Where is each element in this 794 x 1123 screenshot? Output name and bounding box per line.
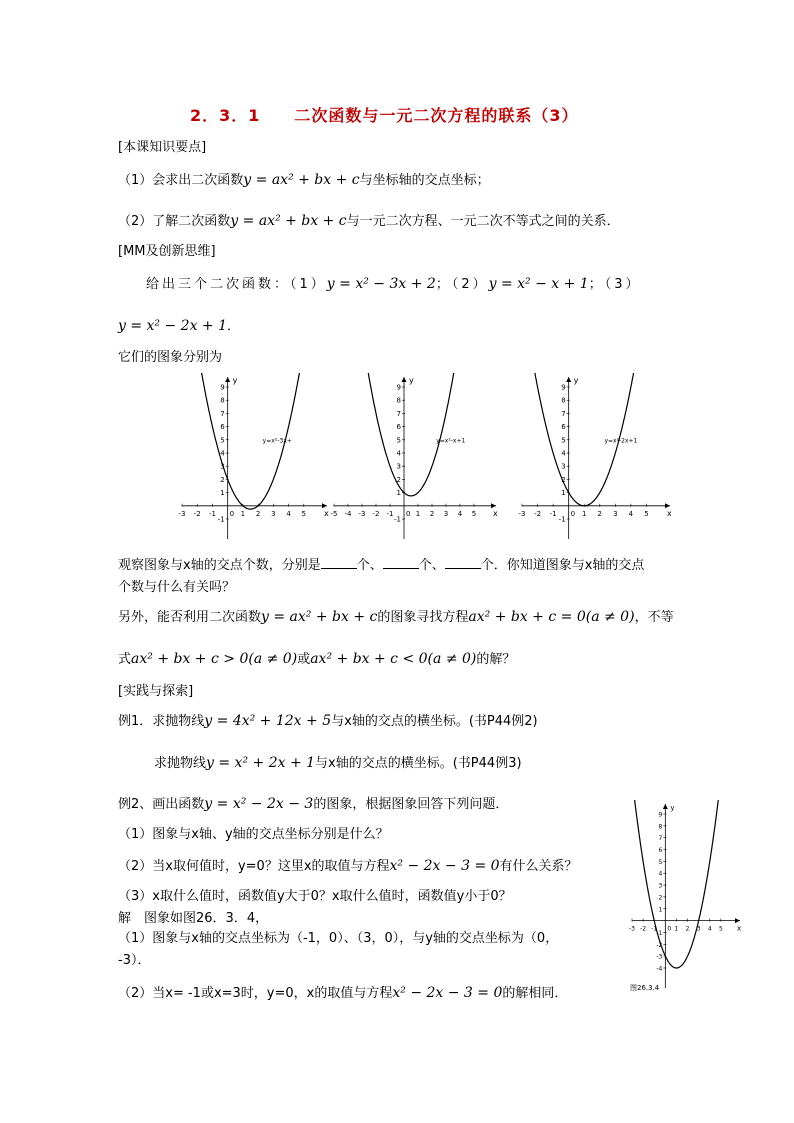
x-tick-label: 2 xyxy=(255,509,261,518)
x-tick-label: -3 xyxy=(178,509,186,518)
y-tick-label: 7 xyxy=(396,409,401,418)
text: （2）当x取何值时，y=0？这里x的取值与方程 xyxy=(118,859,390,874)
x-tick-label: 3 xyxy=(613,509,618,518)
y-tick-label: 7 xyxy=(658,835,663,843)
graph-2 xyxy=(330,373,502,543)
x-axis-label: x xyxy=(493,508,498,518)
observation-line-1 xyxy=(118,556,644,574)
y-tick-label: 4 xyxy=(561,449,566,458)
images-caption: 它们的图象分别为 xyxy=(118,350,223,365)
formula: y = x² − 2x − 3 xyxy=(204,796,314,812)
formula: y = ax² + bx + c xyxy=(261,609,378,625)
section-heading-practice: [实践与探索] xyxy=(118,684,194,699)
text: 个．你知道图象与x轴的交点 xyxy=(480,558,645,573)
answer-blank xyxy=(445,556,481,569)
x-tick-label: 1 xyxy=(581,509,587,518)
text: 个、 xyxy=(356,558,383,573)
formula: y = x² + 2x + 1 xyxy=(206,755,316,771)
example-2 xyxy=(118,796,508,813)
function-label: y=x²-3x+ xyxy=(262,437,292,445)
text: 给出三个二次函数：（1） xyxy=(146,277,327,292)
y-tick-label: 5 xyxy=(220,436,225,445)
y-tick-label: 9 xyxy=(396,383,401,392)
text: 的解？ xyxy=(476,652,516,667)
y-tick-label: 9 xyxy=(561,383,566,392)
y-tick-label: 3 xyxy=(396,462,401,471)
y-tick-label: 2 xyxy=(658,894,663,902)
x-tick-label: -1 xyxy=(549,509,557,518)
y-tick-label: 1 xyxy=(396,489,401,498)
y-tick-label: 2 xyxy=(220,475,225,484)
text: 观察图象与x轴的交点个数，分别是 xyxy=(118,558,321,573)
x-tick-label: -2 xyxy=(640,925,647,933)
text: 例2、画出函数 xyxy=(118,797,205,812)
parabola-curve xyxy=(634,800,718,968)
x-tick-label: 2 xyxy=(685,925,690,933)
x-tick-label: 5 xyxy=(644,509,649,518)
third-function-line xyxy=(118,318,240,335)
example-1b xyxy=(154,755,522,772)
y-axis-arrow xyxy=(566,377,571,382)
function-label: y=x²-x+1 xyxy=(436,437,466,445)
x-tick-label: 4 xyxy=(707,925,712,933)
text: 或 xyxy=(297,652,311,667)
y-tick-label: 1 xyxy=(220,489,225,498)
y-tick-label: -1 xyxy=(394,515,401,524)
text: 有什么关系？ xyxy=(499,859,578,874)
y-tick-label: 4 xyxy=(220,449,225,458)
text: （1）会求出二次函数 xyxy=(118,173,244,188)
x-tick-label: 4 xyxy=(286,509,291,518)
y-tick-label: 6 xyxy=(658,847,663,855)
x-tick-label: 4 xyxy=(628,509,634,518)
x-tick-label: 3 xyxy=(271,509,276,518)
formula: x² − 2x − 3 = 0 xyxy=(392,985,503,1001)
answer-blank xyxy=(321,556,357,569)
formula: y = x² − 3x + 2 xyxy=(326,276,436,292)
x-tick-label: 2 xyxy=(429,509,435,518)
text: 的图象，根据图象回答下列问题． xyxy=(313,797,509,812)
x-tick-label: 5 xyxy=(718,925,723,933)
y-axis-arrow xyxy=(663,804,668,809)
y-tick-label: 2 xyxy=(396,475,401,484)
solution-2 xyxy=(118,985,567,1002)
y-tick-label: 1 xyxy=(658,906,663,914)
formula: ax² + bx + c = 0(a ≠ 0) xyxy=(468,609,635,625)
example-2-question-1: （1）图象与x轴、y轴的交点坐标分别是什么？ xyxy=(118,827,389,842)
x-axis-arrow xyxy=(665,503,670,508)
text: ；（2） xyxy=(435,277,489,292)
x-tick-label: 1 xyxy=(415,509,421,518)
y-tick-label: 7 xyxy=(220,409,225,418)
text: 与x轴的交点的横坐标。(书P44例3) xyxy=(315,756,522,771)
text: 求抛物线 xyxy=(154,756,207,771)
x-tick-label: -2 xyxy=(193,509,201,518)
origin-label: 0 xyxy=(229,509,235,518)
x-tick-label: -1 xyxy=(208,509,216,518)
y-tick-label: 8 xyxy=(658,823,663,831)
x-tick-label: 1 xyxy=(674,925,679,933)
y-tick-label: -4 xyxy=(656,965,663,973)
text: 另外，能否利用二次函数 xyxy=(118,610,262,625)
y-tick-label: -2 xyxy=(656,941,663,949)
formula: ax² + bx + c < 0(a ≠ 0) xyxy=(310,651,477,667)
text: 例1．求抛物线 xyxy=(118,714,205,729)
y-axis-label: y xyxy=(670,804,675,812)
parabola-curve xyxy=(367,373,454,496)
formula: x² − 2x − 3 = 0 xyxy=(389,858,500,874)
formula: y = x² − 2x + 1 xyxy=(118,318,228,334)
origin-label: 0 xyxy=(667,925,672,933)
observation-line-2: 个数与什么有关吗？ xyxy=(118,580,236,595)
answer-blank xyxy=(383,556,419,569)
question-line-1 xyxy=(118,609,674,626)
formula: ax² + bx + c > 0(a ≠ 0) xyxy=(131,651,298,667)
y-tick-label: 3 xyxy=(658,882,663,890)
x-axis-label: x xyxy=(737,924,742,933)
text: 个、 xyxy=(418,558,445,573)
x-tick-label: 1 xyxy=(240,509,246,518)
y-tick-label: 3 xyxy=(561,462,566,471)
formula: y = ax² + bx + c xyxy=(230,213,347,229)
y-tick-label: 4 xyxy=(658,870,663,878)
page-title: 2．3．1 二次函数与一元二次方程的联系（3） xyxy=(190,106,579,125)
y-axis-label: y xyxy=(232,376,238,385)
y-tick-label: 2 xyxy=(561,475,566,484)
y-tick-label: 5 xyxy=(561,436,566,445)
section-heading-thinking: [MM及创新思维] xyxy=(118,244,216,259)
x-tick-label: -1 xyxy=(386,509,394,518)
text: 与x轴的交点的横坐标。(书P44例2) xyxy=(331,714,538,729)
x-tick-label: 3 xyxy=(443,509,449,518)
x-tick-label: 3 xyxy=(696,925,701,933)
function-label: y=x²-2x+1 xyxy=(604,437,638,445)
solution-1-line-1: （1）图象与x轴的交点坐标为（-1，0）、（3，0），与y轴的交点坐标为（0， xyxy=(118,931,559,946)
y-tick-label: 5 xyxy=(658,858,663,866)
graph-3 xyxy=(518,373,676,543)
text: 式 xyxy=(118,652,132,667)
x-tick-label: -4 xyxy=(344,509,352,518)
key-point-1 xyxy=(118,172,490,189)
x-tick-label: -3 xyxy=(518,509,526,518)
y-tick-label: 8 xyxy=(561,396,566,405)
x-tick-label: -3 xyxy=(629,925,635,933)
y-axis-arrow xyxy=(402,377,407,382)
x-tick-label: 4 xyxy=(457,509,463,518)
x-axis-arrow xyxy=(491,503,496,508)
x-tick-label: 5 xyxy=(301,509,307,518)
y-tick-label: 9 xyxy=(220,383,225,392)
x-tick-label: 5 xyxy=(471,509,477,518)
y-tick-label: -3 xyxy=(656,953,663,961)
y-tick-label: 9 xyxy=(658,811,663,819)
y-tick-label: 8 xyxy=(396,396,401,405)
y-axis-label: y xyxy=(573,376,579,385)
graph-example-2 xyxy=(628,800,746,992)
text: （2）了解二次函数 xyxy=(118,214,231,229)
y-tick-label: 6 xyxy=(220,423,225,432)
x-tick-label: -2 xyxy=(534,509,542,518)
key-point-2 xyxy=(118,213,620,230)
text: ． xyxy=(227,319,241,334)
graph-1 xyxy=(178,373,333,543)
question-line-2 xyxy=(118,651,515,668)
y-tick-label: 8 xyxy=(220,396,225,405)
x-axis-label: x xyxy=(324,508,329,518)
text: 的图象寻找方程 xyxy=(377,610,469,625)
y-tick-label: -1 xyxy=(558,515,566,524)
x-tick-label: -5 xyxy=(330,509,338,518)
formula: y = 4x² + 12x + 5 xyxy=(204,713,332,729)
text: ；（3） xyxy=(588,277,642,292)
y-axis-arrow xyxy=(225,377,230,382)
y-axis-label: y xyxy=(409,376,414,385)
section-heading-key-points: [本课知识要点] xyxy=(118,140,207,155)
y-tick-label: 6 xyxy=(561,423,566,432)
text: （2）当x= -1或x=3时，y=0，x的取值与方程 xyxy=(118,986,393,1001)
text: 的解相同． xyxy=(502,986,568,1001)
origin-label: 0 xyxy=(570,509,576,518)
figure-caption: 图26.3.4 xyxy=(630,984,660,992)
formula: y = x² − x + 1 xyxy=(488,276,589,292)
y-tick-label: 6 xyxy=(396,423,401,432)
y-tick-label: 3 xyxy=(220,462,225,471)
x-axis-label: x xyxy=(667,508,672,518)
text: 与坐标轴的交点坐标； xyxy=(359,173,490,188)
formula: y = ax² + bx + c xyxy=(243,172,360,188)
y-tick-label: 1 xyxy=(561,489,566,498)
example-2-question-3: （3）x取什么值时，函数值y大于0？x取什么值时，函数值y小于0？ xyxy=(118,889,512,904)
example-2-question-2 xyxy=(118,858,578,875)
text: 与一元二次方程、一元二次不等式之间的关系． xyxy=(346,214,620,229)
three-functions-line xyxy=(146,276,642,293)
x-tick-label: -3 xyxy=(358,509,366,518)
x-tick-label: 2 xyxy=(597,509,603,518)
y-tick-label: -1 xyxy=(217,515,225,524)
y-tick-label: 5 xyxy=(396,436,401,445)
example-1 xyxy=(118,713,538,730)
origin-label: 0 xyxy=(406,509,411,518)
text: ，不等 xyxy=(634,610,674,625)
y-tick-label: 4 xyxy=(396,449,401,458)
y-tick-label: -1 xyxy=(656,929,663,937)
x-tick-label: -2 xyxy=(372,509,380,518)
x-tick-label: -1 xyxy=(651,925,658,933)
y-tick-label: 7 xyxy=(561,409,566,418)
solution-heading: 解 图象如图26．3．4， xyxy=(118,911,269,926)
solution-1-line-2: -3）． xyxy=(118,953,151,968)
x-axis-arrow xyxy=(735,918,740,923)
x-axis-arrow xyxy=(322,503,327,508)
